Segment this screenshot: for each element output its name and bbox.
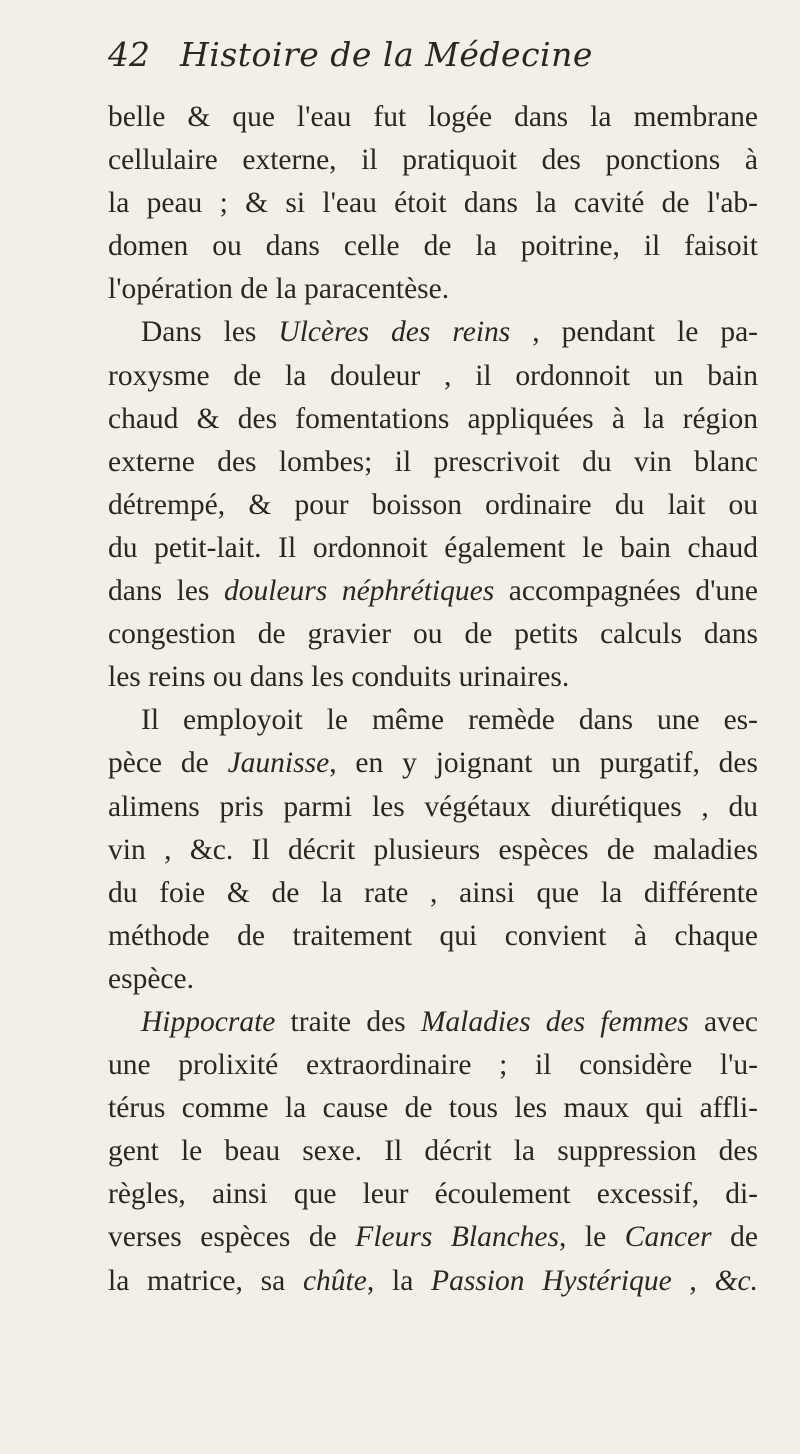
italic-phrase: &c. bbox=[714, 1264, 758, 1297]
text-line: externe des lombes; il prescrivoit du vin blanc bbox=[108, 445, 758, 478]
text-line: domen ou dans celle de la poitrine, il faisoit bbox=[108, 230, 758, 263]
text-line bbox=[108, 570, 758, 613]
text-line: vin , &c. Il décrit plusieurs espèces de maladies bbox=[108, 833, 758, 866]
text-line: chaud & des fomentations appliquées à la région bbox=[108, 402, 758, 435]
text-line bbox=[108, 311, 758, 354]
text-run: Dans les bbox=[141, 316, 279, 349]
text-line: détrempé, & pour boisson ordinaire du lait ou bbox=[108, 488, 758, 521]
text-line: du foie & de la rate , ainsi que la différente bbox=[108, 876, 758, 909]
text-line: règles, ainsi que leur écoulement excessif, di- bbox=[108, 1178, 758, 1211]
page-header bbox=[108, 35, 758, 94]
text-run: la matrice, sa bbox=[108, 1264, 303, 1297]
text-run: pèce de bbox=[108, 747, 228, 780]
italic-phrase: Ulcères des reins bbox=[278, 316, 511, 349]
running-title: Histoire de la Médecine bbox=[180, 35, 593, 74]
text-run: , bbox=[671, 1264, 715, 1297]
italic-phrase: Fleurs Blanches bbox=[355, 1221, 559, 1254]
text-run: , pendant le pa- bbox=[510, 316, 758, 349]
italic-phrase: Maladies des femmes bbox=[420, 1005, 689, 1038]
body-text bbox=[108, 96, 758, 1303]
text-line: Il employoit le même remède dans une es- bbox=[141, 704, 758, 737]
text-line: une prolixité extraordinaire ; il considère l'u- bbox=[108, 1049, 758, 1082]
page-number: 42 bbox=[108, 35, 150, 74]
italic-phrase: chûte bbox=[302, 1264, 367, 1297]
text-line: l'opération de la paracentèse. bbox=[108, 273, 450, 306]
text-line bbox=[108, 742, 758, 785]
italic-phrase: Cancer bbox=[624, 1221, 712, 1254]
text-line: méthode de traitement qui convient à chaque bbox=[108, 919, 758, 952]
italic-phrase: Passion Hystérique bbox=[431, 1264, 672, 1297]
italic-phrase: Hippocrate bbox=[141, 1005, 276, 1038]
text-line: alimens pris parmi les végétaux diurétiques , du bbox=[108, 790, 758, 823]
text-run: traite des bbox=[275, 1005, 421, 1038]
text-line: congestion de gravier ou de petits calculs dans bbox=[108, 618, 758, 651]
text-line bbox=[108, 1216, 758, 1259]
text-run: dans les bbox=[108, 575, 224, 608]
text-run: de bbox=[711, 1221, 758, 1254]
text-line: les reins ou dans les conduits urinaires. bbox=[108, 661, 570, 694]
text-line: cellulaire externe, il pratiquoit des ponctions à bbox=[108, 144, 758, 177]
text-run: accompagnées d'une bbox=[494, 575, 759, 608]
text-line: du petit-lait. Il ordonnoit également le bain chaud bbox=[108, 531, 758, 564]
text-run: , la bbox=[366, 1264, 432, 1297]
text-line: belle & que l'eau fut logée dans la membrane bbox=[108, 101, 758, 133]
text-line bbox=[108, 1260, 758, 1303]
text-line: térus comme la cause de tous les maux qui affli- bbox=[108, 1092, 758, 1125]
text-line: roxysme de la douleur , il ordonnoit un bain bbox=[108, 359, 758, 392]
text-run: avec bbox=[688, 1005, 759, 1038]
text-run: , en y joignant un purgatif, des bbox=[329, 747, 759, 780]
italic-phrase: Jaunisse bbox=[227, 747, 330, 780]
text-run: , le bbox=[559, 1221, 625, 1254]
italic-phrase: douleurs néphrétiques bbox=[224, 575, 495, 608]
text-run: verses espèces de bbox=[108, 1221, 356, 1254]
text-line: la peau ; & si l'eau étoit dans la cavité de l'ab- bbox=[108, 187, 758, 220]
text-line bbox=[108, 1001, 758, 1044]
text-line: espèce. bbox=[108, 962, 194, 995]
text-line: gent le beau sexe. Il décrit la suppression des bbox=[108, 1135, 758, 1168]
